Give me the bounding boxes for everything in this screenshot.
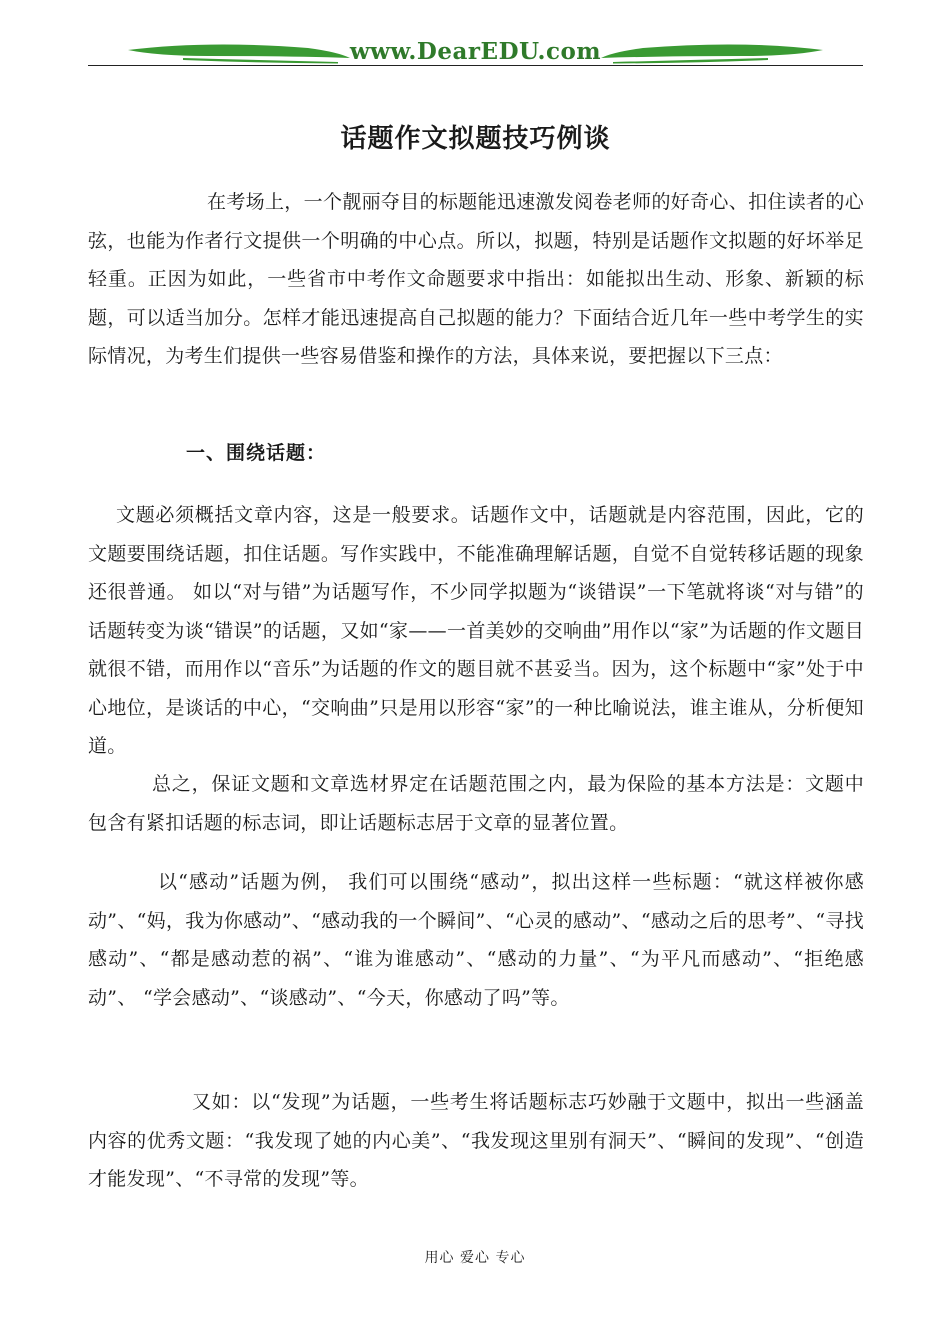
site-header	[88, 36, 863, 70]
paragraph-3-text: 以“感动”话题为例， 我们可以围绕“感动”，拟出这样一些标题：“就这样被你感动”、“妈，我为你感动”、“感动我的一个瞬间”、“心灵的感动”、“感动之后的思考”、“寻找感动”、“都是感动惹的祸”、“谁为谁感动”、“感动的力量”、“为平凡而感动”、“拒绝感动”、 “学会感动”、“谈感动”、“今天，你感动了吗”等。	[88, 871, 864, 1009]
paragraph-1-text: 文题必须概括文章内容，这是一般要求。话题作文中，话题就是内容范围，因此，它的文题要围绕话题，扣住话题。写作实践中，不能准确理解话题，自觉不自觉转移话题的现象还很普通。 如以“对与错”为话题写作，不少同学拟题为“谈错误”一下笔就将谈“对与错”的话题转变为谈“错误”的话题，又如“家——一首美妙的交响曲”用作以“家”为话题的作文题目就很不错，而用作以“音乐”为话题的作文的题目就不甚妥当。因为，这个标题中“家”处于中心地位，是谈话的中心，“交响曲”只是用以形容“家”的一种比喻说法，谁主谁从，分析便知道。	[88, 504, 864, 757]
paragraph-1	[88, 496, 864, 766]
intro-text: 在考场上，一个靓丽夺目的标题能迅速激发阅卷老师的好奇心、扣住读者的心弦，也能为作者行文提供一个明确的中心点。所以，拟题，特别是话题作文拟题的好坏举足轻重。正因为如此，一些省市中考作文命题要求中指出：如能拟出生动、形象、新颖的标题，可以适当加分。怎样才能迅速提高自己拟题的能力？下面结合近几年一些中考学生的实际情况，为考生们提供一些容易借鉴和操作的方法，具体来说，要把握以下三点：	[88, 191, 864, 367]
page-footer: 用心 爱心 专心	[424, 1250, 526, 1266]
article-title: 话题作文拟题技巧例谈	[340, 124, 611, 154]
paragraph-2-text: 总之，保证文题和文章选材界定在话题范围之内，最为保险的基本方法是：文题中包含有紧扣话题的标志词，即让话题标志居于文章的显著位置。	[88, 773, 864, 834]
intro-paragraph	[88, 183, 864, 376]
paragraph-4	[88, 1083, 864, 1199]
paragraph-2	[88, 765, 864, 842]
site-logo-text: www.DearEDU.com	[349, 38, 602, 65]
paragraph-3	[88, 863, 864, 1017]
section-heading: 一、围绕话题：	[186, 442, 327, 464]
paragraph-4-text: 又如：以“发现”为话题，一些考生将话题标志巧妙融于文题中，拟出一些涵盖内容的优秀文题：“我发现了她的内心美”、“我发现这里别有洞天”、“瞬间的发现”、“创造才能发现”、“不寻常的发现”等。	[88, 1091, 864, 1190]
header-divider	[88, 65, 863, 66]
